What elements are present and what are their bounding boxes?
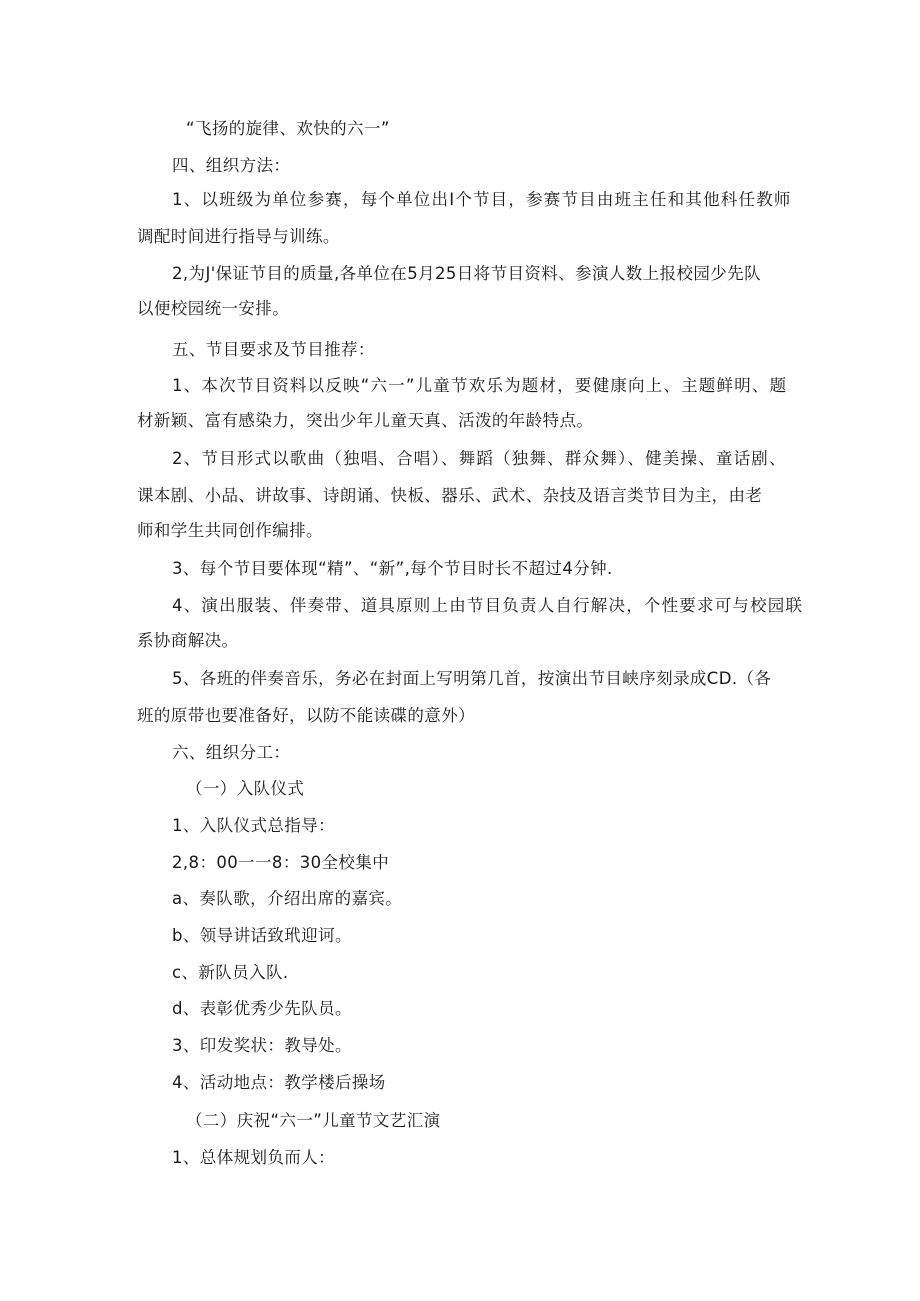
ceremony-step-c: c、新队员入队. xyxy=(172,963,289,982)
section-six-heading: 六、组织分工： xyxy=(172,743,291,762)
requirement-item-4-cont: 系协商解决。 xyxy=(137,631,239,650)
requirement-item-1: 1、本次节目资料以反映“六一”儿童节欢乐为题材，要健康向上、主题鲜明、题 xyxy=(172,376,788,395)
subsection-one-heading: （一）入队仪式 xyxy=(186,779,305,798)
requirement-item-2-cont-2: 师和学生共同创作编排。 xyxy=(137,521,323,540)
requirement-item-5: 5、各班的伴奏音乐，务必在封面上写明第几首，按演出节目峡序刻录成CD.（各 xyxy=(172,669,772,688)
requirement-item-5-cont: 班的原带也要准备好，以防不能读碟的意外） xyxy=(137,706,475,725)
performance-item-1: 1、总体规划负而人： xyxy=(172,1148,335,1167)
org-method-item-2: 2,为J'保证节目的质量,各单位在5月25日将节目资料、参演人数上报校园少先队 xyxy=(172,264,761,283)
requirement-item-1-cont: 材新颖、富有感染力，突出少年儿童天真、活泼的年龄特点。 xyxy=(137,411,594,430)
org-method-item-1-cont: 调配时间进行指导与训练。 xyxy=(137,227,340,246)
subsection-two-heading: （二）庆祝“六一”儿童节文艺汇演 xyxy=(186,1111,441,1130)
event-theme-title: “飞扬的旋律、欢快的六一” xyxy=(186,119,390,138)
ceremony-item-4: 4、活动地点：教学楼后操场 xyxy=(172,1073,386,1092)
org-method-item-1: 1、以班级为单位参赛，每个单位出Ⅰ个节目，参赛节目由班主任和其他科任教师 xyxy=(172,190,792,209)
org-method-item-2-cont: 以便校园统一安排。 xyxy=(137,299,290,318)
section-four-heading: 四、组织方法： xyxy=(172,156,291,175)
ceremony-item-2: 2,8：00一一8：30全校集中 xyxy=(172,853,390,872)
ceremony-step-a: a、奏队歌，介绍出席的嘉宾。 xyxy=(172,889,403,908)
ceremony-step-d: d、表彰优秀少先队员。 xyxy=(172,999,352,1018)
ceremony-item-1: 1、入队仪式总指导： xyxy=(172,816,335,835)
requirement-item-4: 4、演出服装、伴奏带、道具原则上由节目负责人自行解决，个性要求可与校园联 xyxy=(172,596,804,615)
requirement-item-2: 2、节目形式以歌曲（独唱、合唱）、舞蹈（独舞、群众舞）、健美操、童话剧、 xyxy=(172,449,787,468)
requirement-item-3: 3、每个节目要体现“精”、“新”,每个节目时长不超过4分钟. xyxy=(172,559,613,578)
ceremony-step-b: b、领导讲话致玳迎诃。 xyxy=(172,926,352,945)
ceremony-item-3: 3、印发奖状：教导处。 xyxy=(172,1036,352,1055)
section-five-heading: 五、节目要求及节目推荐： xyxy=(172,340,375,359)
requirement-item-2-cont: 课本剧、小品、讲故事、诗朗诵、快板、器乐、武术、杂技及语言类节目为主，由老 xyxy=(137,486,763,505)
